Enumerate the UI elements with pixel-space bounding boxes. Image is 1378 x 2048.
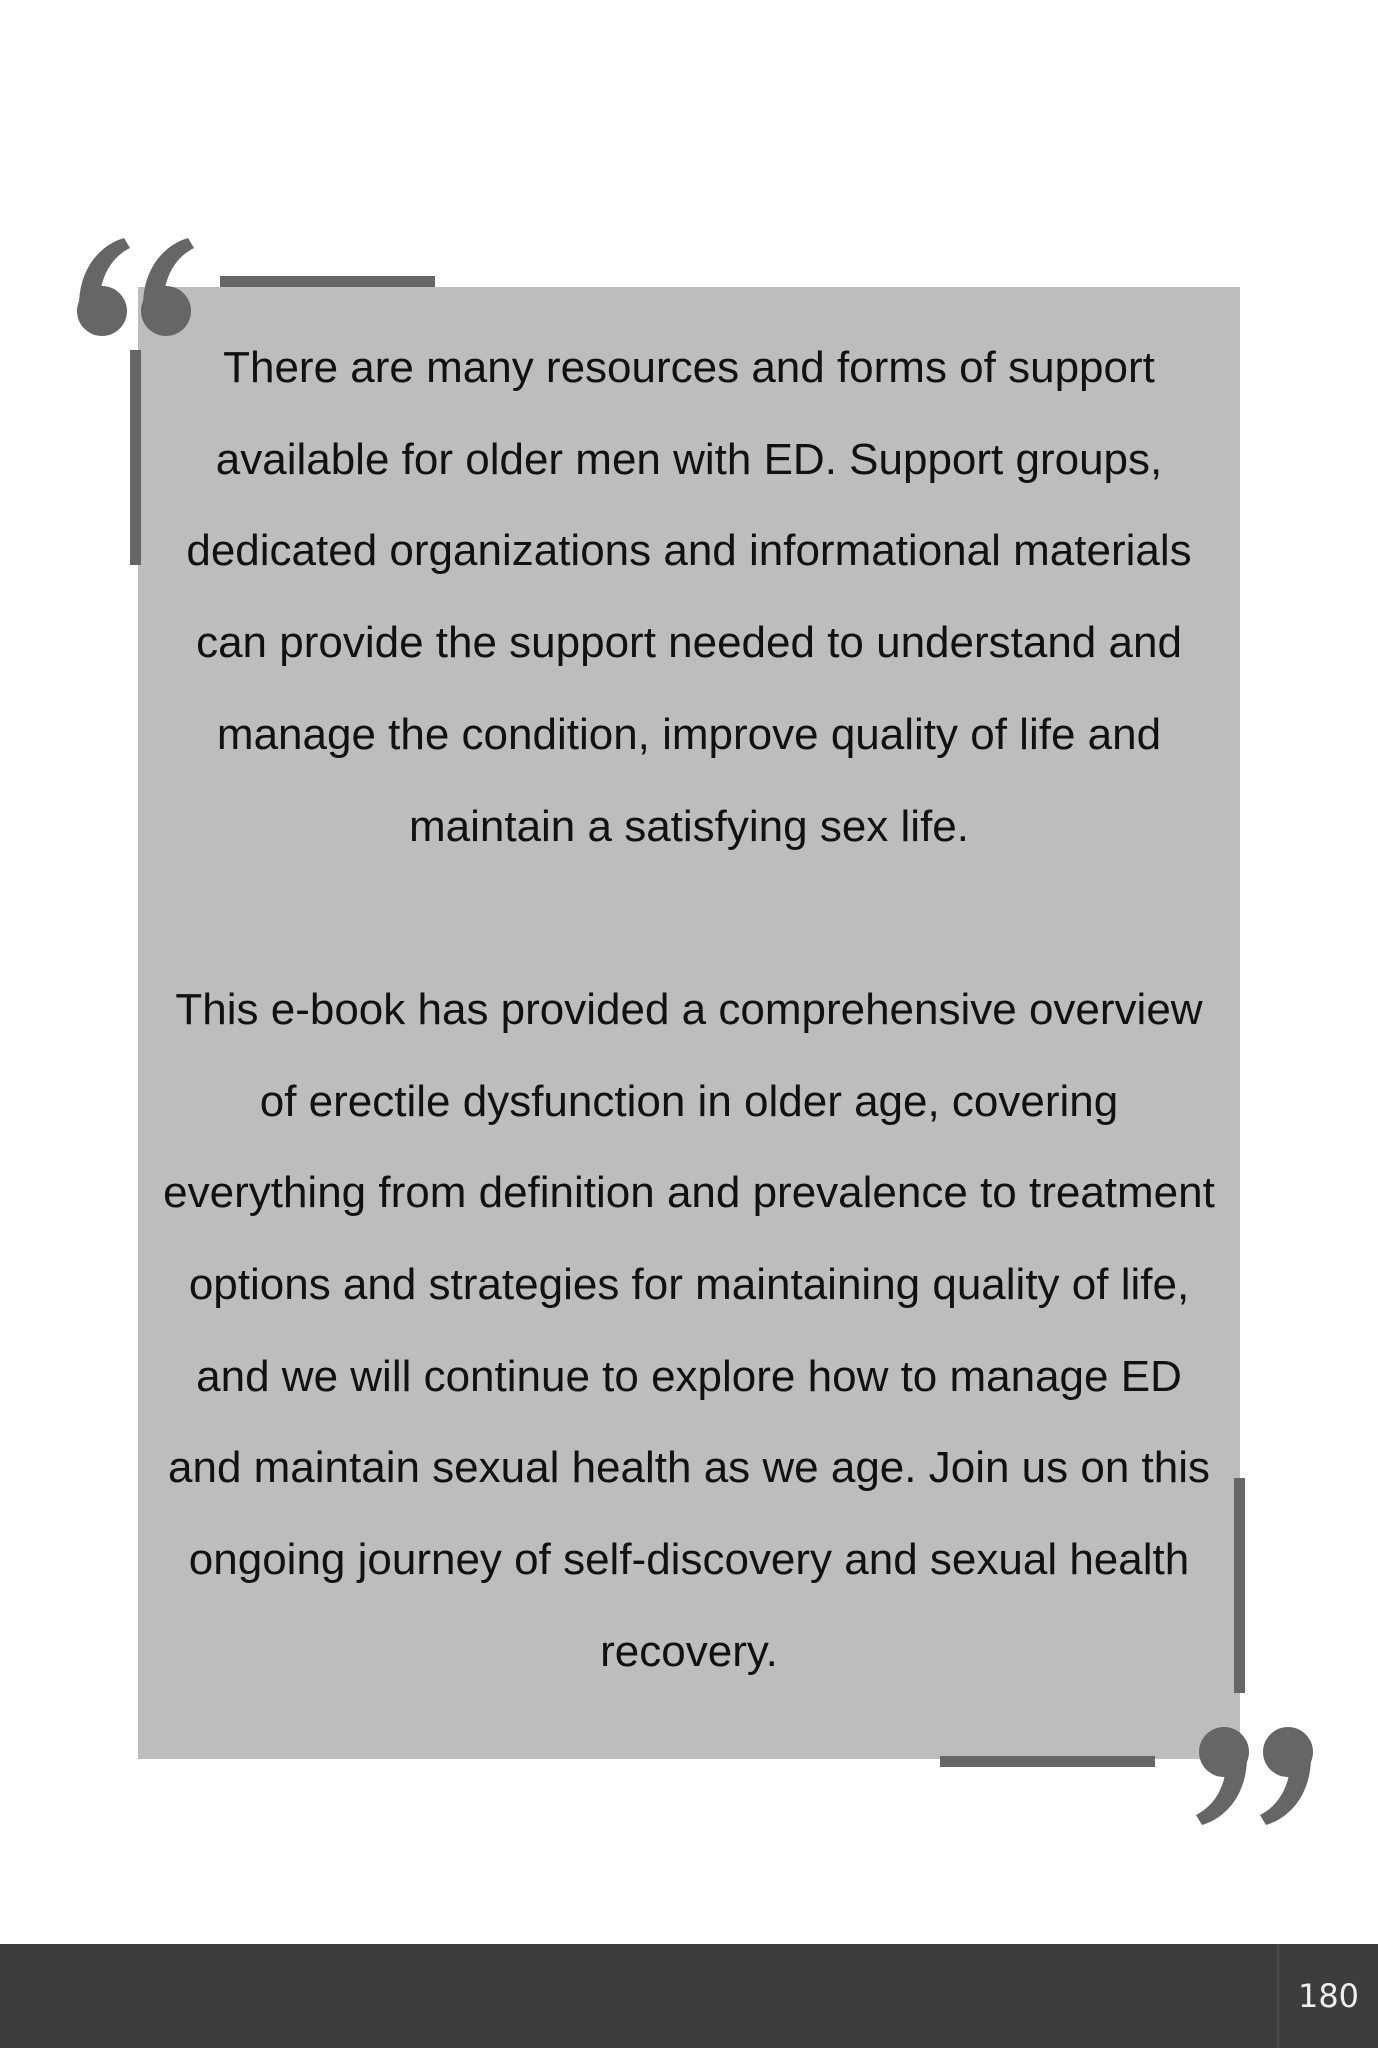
quote-paragraph-1: There are many resources and forms of support available for older men with ED. Support groups, dedicated organizations and informational materials can provide the support needed to understand and manage the condition, improve quality of life and maintain a satisfying sex life. bbox=[186, 343, 1192, 851]
quote-text bbox=[138, 287, 1240, 1698]
decorative-top-bar bbox=[220, 276, 435, 287]
close-quote-icon bbox=[1178, 1718, 1318, 1828]
open-quote-icon bbox=[72, 235, 212, 345]
quote-paragraph-2: This e-book has provided a comprehensive overview of erectile dysfunction in older age, covering everything from definition and prevalence to treatment options and strategies for maintaining quality of life, and we will continue to explore how to manage ED and maintain sexual health as we age. Join us on this ongoing journey of self-discovery and sexual health recovery. bbox=[163, 984, 1215, 1676]
quote-box bbox=[138, 287, 1240, 1759]
page-footer bbox=[0, 1944, 1378, 2048]
decorative-left-bar bbox=[130, 350, 141, 565]
page-number: 180 bbox=[1297, 1977, 1360, 2015]
decorative-bottom-bar bbox=[940, 1756, 1155, 1767]
decorative-right-bar bbox=[1234, 1478, 1245, 1693]
